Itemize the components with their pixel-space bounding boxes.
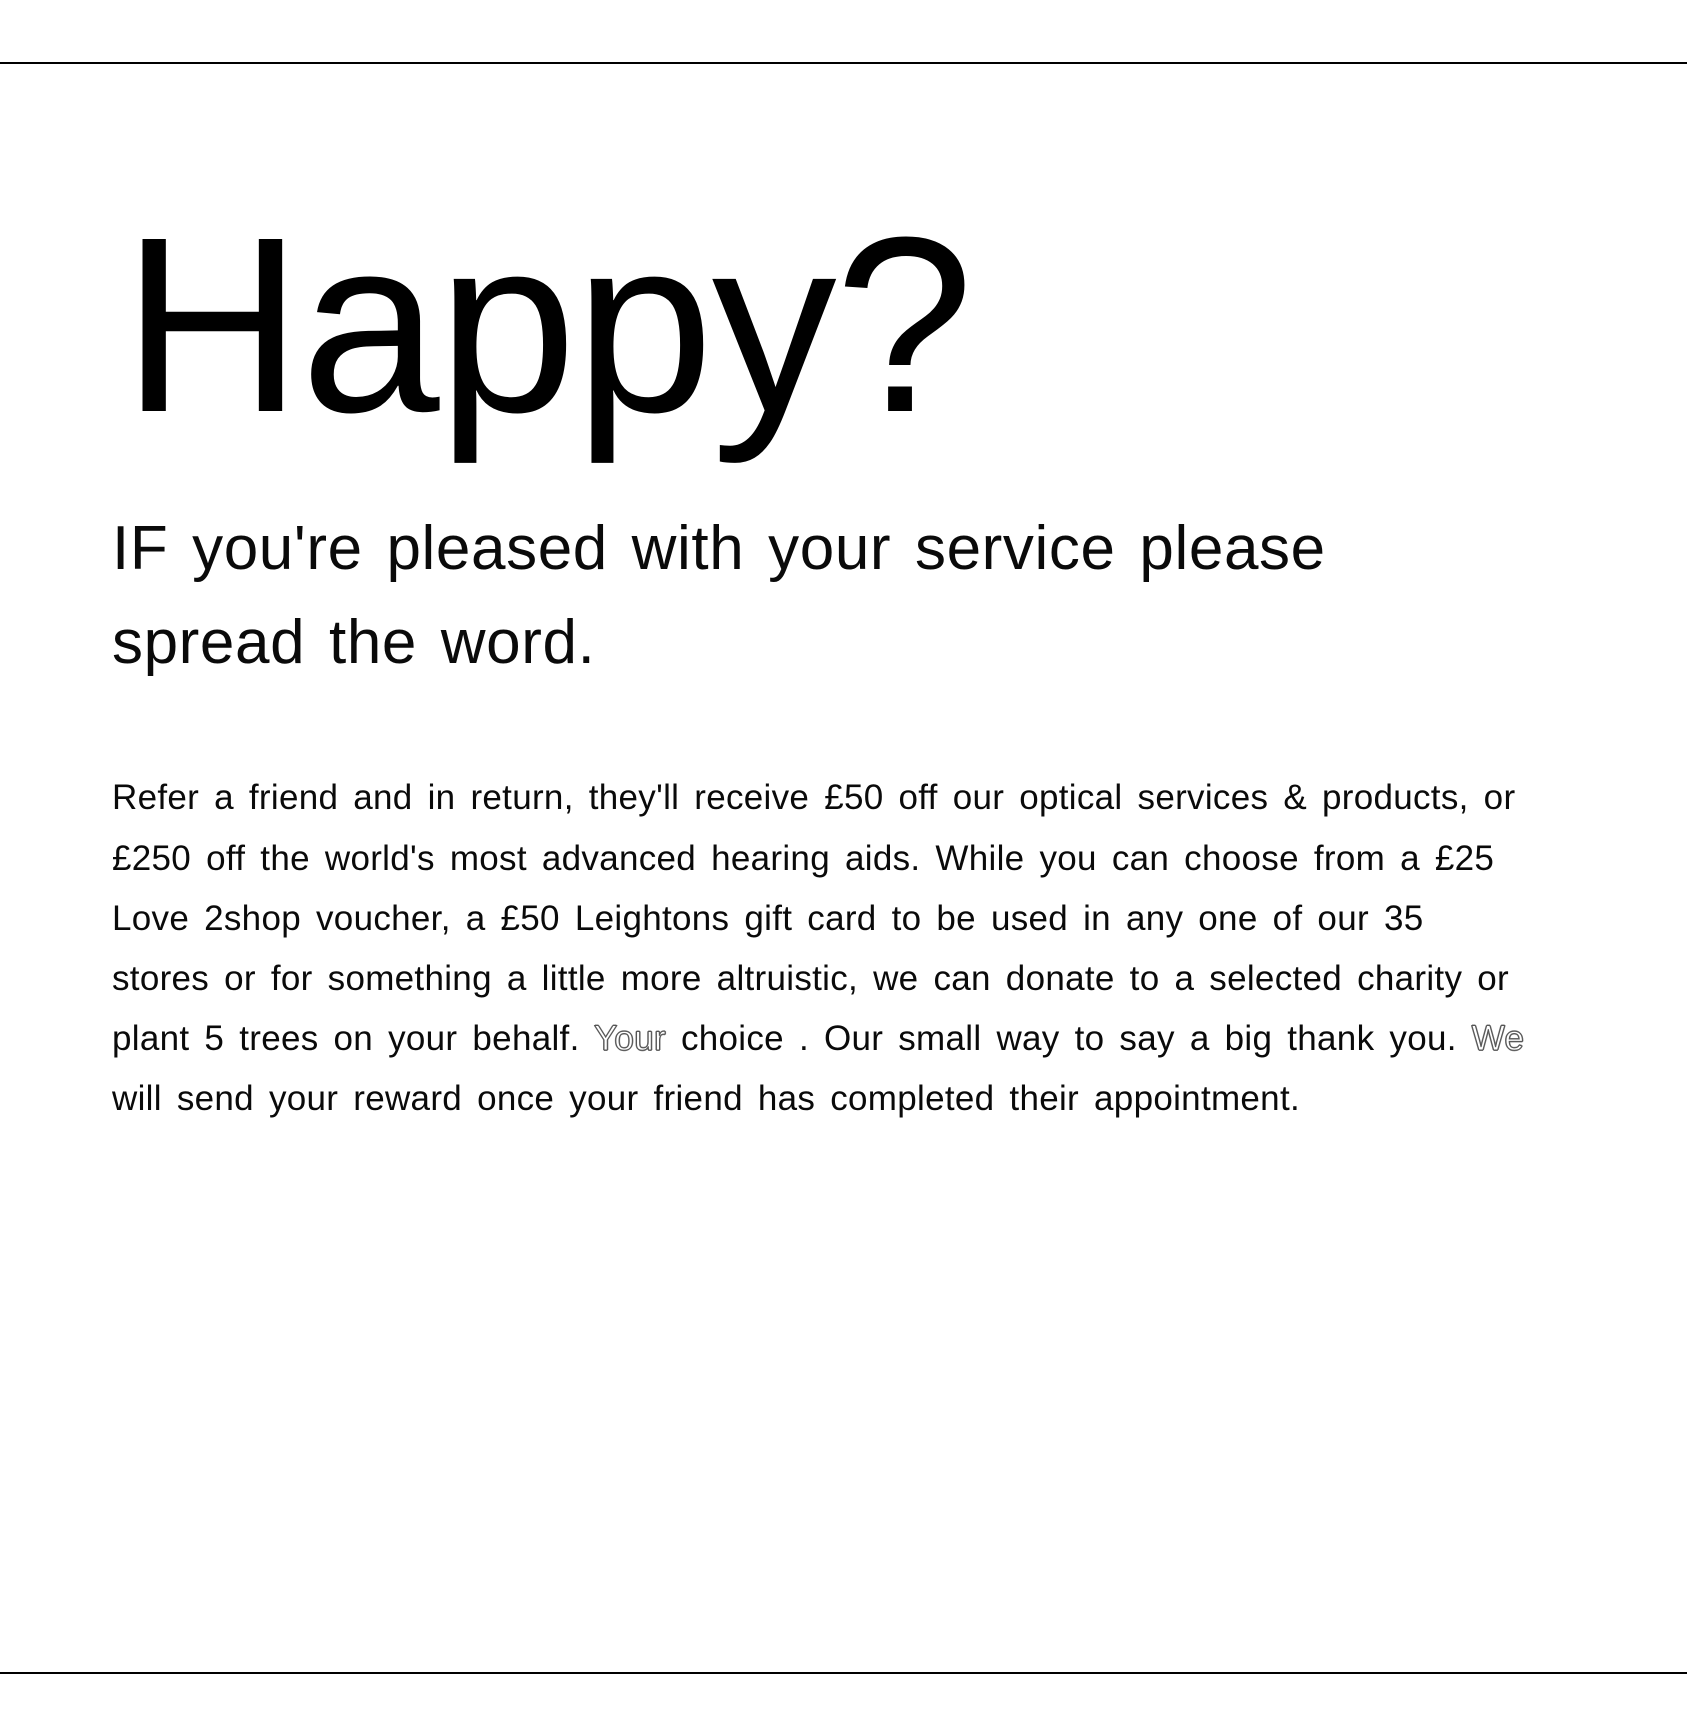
body-text-part-1: Refer a friend and in return, they'll receive £50 off our optical services & products, or £250 off the world's most advanced hearing aids. While you can choose from a £25 Love 2shop voucher, a £50 Leightons gift card to be used in any one of our 35 stores or for something a little more altruistic, we can donate to a selected charity or plant 5 trees on your behalf. [112,778,1516,1059]
body-outline-word-we: We [1471,1019,1525,1059]
body-outline-word-your: Your [594,1019,666,1059]
body-text-part-3: will send your reward once your friend has completed their appointment. [112,1079,1301,1119]
subheadline: IF you're pleased with your service please spread the word. [112,514,1326,678]
document-content [110,185,1560,1130]
body-text-part-2: choice . Our small way to say a big thank you. [665,1019,1472,1059]
page-title: Happy? [122,185,972,464]
body-paragraph [112,768,1532,1129]
bottom-divider [0,1672,1687,1674]
top-divider [0,62,1687,64]
